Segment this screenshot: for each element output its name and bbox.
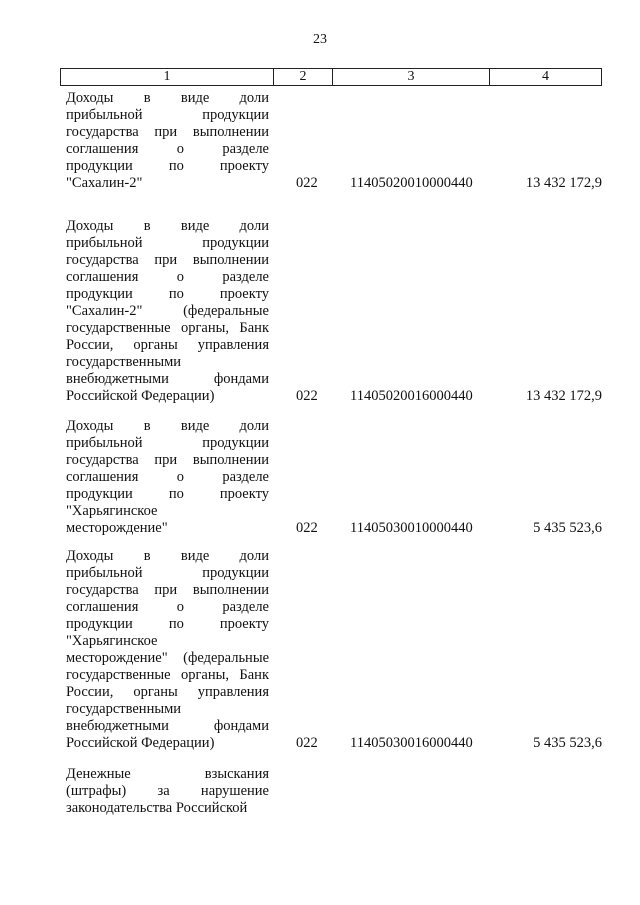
description-line: Доходы в виде доли	[66, 418, 269, 434]
header-col-4: 4	[542, 69, 549, 84]
description-line: прибыльной продукции	[66, 235, 269, 251]
description-line: государства при выполнении	[66, 252, 269, 268]
description-line: государственные органы, Банк	[66, 320, 269, 336]
row-description	[66, 418, 269, 537]
description-line: законодательства Российской	[66, 800, 248, 816]
description-line: Российской Федерации)	[66, 388, 215, 404]
header-col-2: 2	[274, 69, 333, 85]
description-line: России, органы управления	[66, 337, 269, 353]
header-col-1: 1	[61, 69, 274, 85]
row-description	[66, 548, 269, 752]
table-row	[60, 418, 602, 537]
table-row	[60, 766, 602, 817]
row-description	[66, 766, 269, 817]
page-number: 23	[313, 32, 327, 47]
description-line: государственными	[66, 354, 182, 370]
description-line: соглашения о разделе	[66, 269, 269, 285]
description-line: прибыльной продукции	[66, 435, 269, 451]
admin-code: 022	[296, 175, 318, 191]
description-line: соглашения о разделе	[66, 599, 269, 615]
description-line: Доходы в виде доли	[66, 90, 269, 106]
description-line: "Харьягинское	[66, 633, 158, 649]
description-line: продукции по проекту	[66, 486, 269, 502]
table-header	[60, 68, 602, 86]
amount-value: 5 435 523,6	[533, 520, 602, 536]
admin-code: 022	[296, 520, 318, 536]
description-line: продукции по проекту	[66, 158, 269, 174]
description-line: (штрафы) за нарушение	[66, 783, 269, 799]
table-row	[60, 218, 602, 405]
description-line: государственные органы, Банк	[66, 667, 269, 683]
budget-code: 11405020016000440	[350, 388, 473, 404]
description-line: России, органы управления	[66, 684, 269, 700]
description-line: прибыльной продукции	[66, 107, 269, 123]
description-line: соглашения о разделе	[66, 141, 269, 157]
description-line: месторождение"	[66, 520, 168, 536]
description-line: государственными	[66, 701, 182, 717]
description-line: внебюджетными фондами	[66, 371, 269, 387]
description-line: Доходы в виде доли	[66, 218, 269, 234]
description-line: Российской Федерации)	[66, 735, 215, 751]
description-line: "Харьягинское	[66, 503, 158, 519]
description-line: "Сахалин-2" (федеральные	[66, 303, 269, 319]
header-col-3: 3	[333, 69, 490, 85]
budget-code: 11405030016000440	[350, 735, 473, 751]
table-row	[60, 548, 602, 752]
description-line: прибыльной продукции	[66, 565, 269, 581]
budget-code: 11405020010000440	[350, 175, 473, 191]
description-line: соглашения о разделе	[66, 469, 269, 485]
admin-code: 022	[296, 735, 318, 751]
amount-value: 13 432 172,9	[525, 175, 602, 191]
budget-code: 11405030010000440	[350, 520, 473, 536]
description-line: продукции по проекту	[66, 616, 269, 632]
description-line: "Сахалин-2"	[66, 175, 143, 191]
table-row	[60, 90, 602, 192]
amount-value: 13 432 172,9	[525, 388, 602, 404]
description-line: государства при выполнении	[66, 582, 269, 598]
row-description	[66, 218, 269, 405]
description-line: государства при выполнении	[66, 452, 269, 468]
row-description	[66, 90, 269, 192]
description-line: Доходы в виде доли	[66, 548, 269, 564]
description-line: внебюджетными фондами	[66, 718, 269, 734]
description-line: месторождение" (федеральные	[66, 650, 269, 666]
amount-value: 5 435 523,6	[533, 735, 602, 751]
description-line: продукции по проекту	[66, 286, 269, 302]
description-line: государства при выполнении	[66, 124, 269, 140]
admin-code: 022	[296, 388, 318, 404]
description-line: Денежные взыскания	[66, 766, 269, 782]
